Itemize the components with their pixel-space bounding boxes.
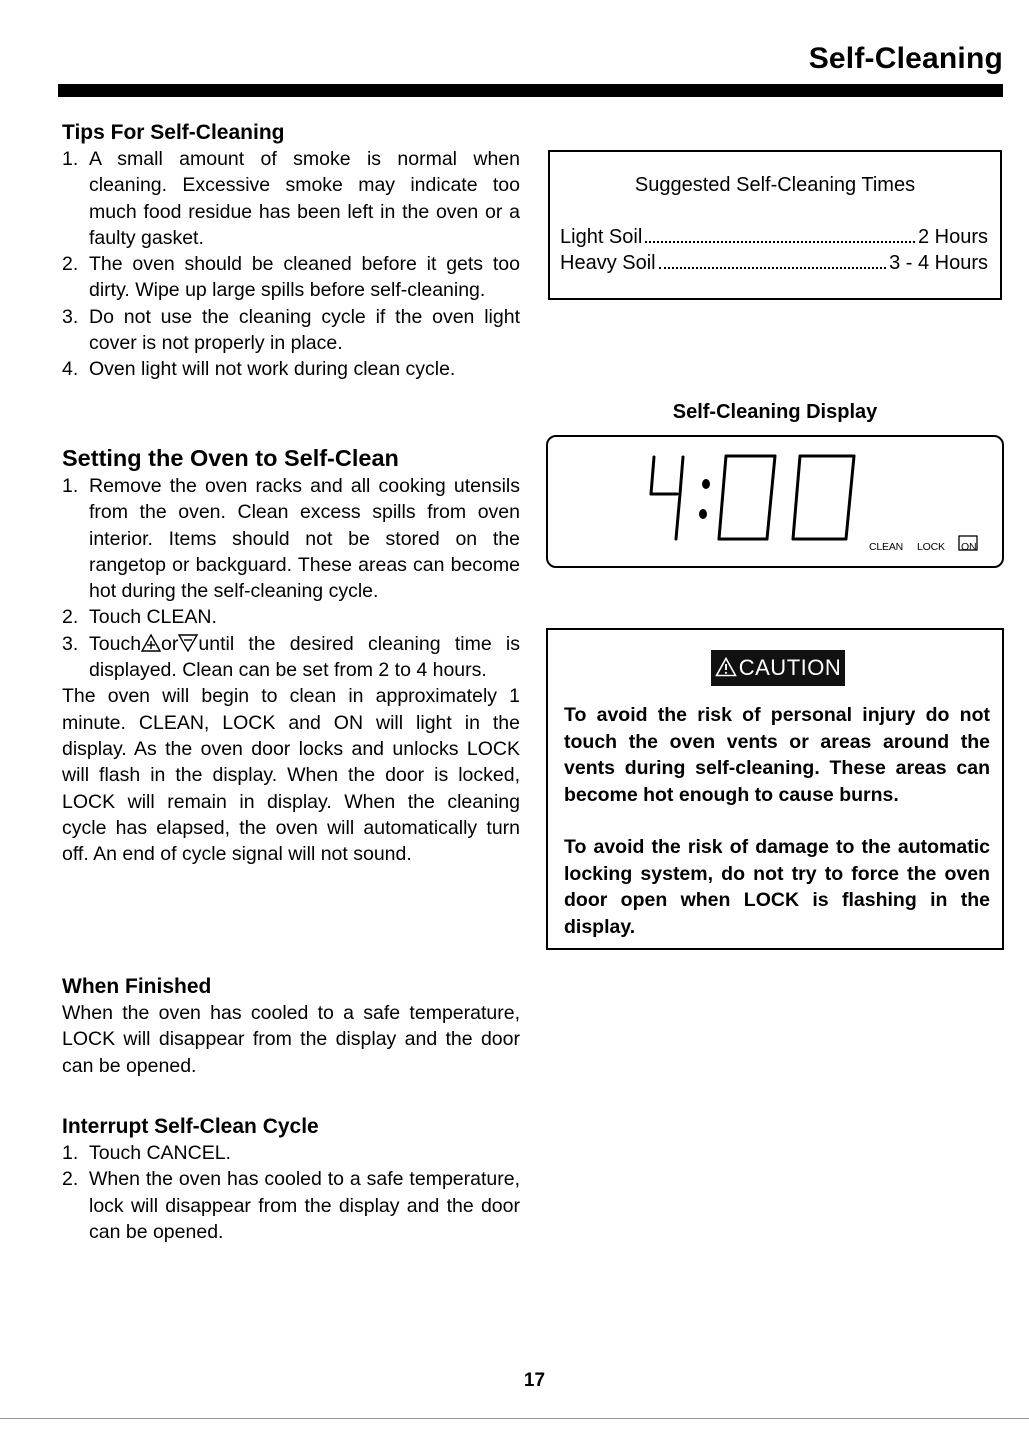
- soil-time: 2 Hours: [917, 226, 988, 248]
- item-text: Remove the oven racks and all cooking utensils from the oven. Clean excess spills from oven interior. Items should not be stored on the rangetop or backguard. These areas can become hot during the self-cleaning cycle.: [89, 475, 520, 603]
- dot-leader: [645, 241, 915, 243]
- interrupt-section: [62, 1114, 520, 1245]
- list-item: [62, 356, 520, 382]
- finished-section: [62, 974, 520, 1079]
- time-row: [560, 252, 988, 275]
- soil-time: 3 - 4 Hours: [889, 252, 988, 274]
- list-item: [62, 1166, 520, 1245]
- tips-section: [62, 120, 520, 383]
- oven-display-panel: [546, 435, 1004, 568]
- item-text: The oven should be cleaned before it gets too dirty. Wipe up large spills before self-cleaning.: [89, 253, 520, 302]
- item-number: 4.: [62, 358, 79, 381]
- item-number: 3.: [62, 305, 79, 328]
- item-text: Touch CANCEL.: [89, 1142, 231, 1164]
- step3-or: or: [161, 632, 179, 655]
- item-number: 3.: [62, 632, 79, 655]
- item-number: 2.: [62, 253, 79, 276]
- caution-text-burns: To avoid the risk of personal injury do not touch the oven vents or areas around the vents during self-cleaning. These areas can become hot enough to cause burns.: [564, 704, 990, 806]
- time-row: [560, 226, 988, 249]
- setting-section: [62, 443, 520, 867]
- item-text: Do not use the cleaning cycle if the oven light cover is not properly in place.: [89, 305, 520, 355]
- interrupt-steps: [62, 1140, 520, 1245]
- footer-rule: [0, 1418, 1029, 1419]
- soil-label: Heavy Soil: [560, 252, 656, 274]
- list-item: [62, 604, 520, 630]
- setting-body: The oven will begin to clean in approximately 1 minute. CLEAN, LOCK and ON will light in the display. As the oven door locks and unlocks LOCK will flash in the display. When the door is locked, LOCK will remain in display. When the cleaning cycle has elapsed, the oven will automatically turn off. An end of cycle signal will not sound.: [62, 685, 520, 866]
- setting-heading: Setting the Oven to Self-Clean: [62, 445, 399, 471]
- digit-four: [651, 457, 683, 539]
- digit-zero: [793, 456, 854, 539]
- caution-text-lock: To avoid the risk of damage to the automatic locking system, do not try to force the oven door open when LOCK is flashing in the display.: [564, 836, 990, 938]
- tips-list: [62, 146, 520, 383]
- warning-triangle-icon: [715, 657, 737, 677]
- item-number: 1.: [62, 148, 79, 170]
- cleaning-times-title: Suggested Self-Cleaning Times: [634, 174, 916, 196]
- item-text: Touch CLEAN.: [89, 606, 217, 629]
- caution-label: CAUTION: [738, 655, 842, 680]
- list-item: [62, 473, 520, 604]
- item-text: Oven light will not work during clean cycle.: [89, 358, 456, 381]
- caution-box: [546, 628, 1004, 950]
- interrupt-heading: Interrupt Self-Clean Cycle: [62, 1115, 319, 1138]
- colon-dot: [702, 479, 710, 489]
- item-number: 2.: [62, 606, 79, 629]
- list-item: [62, 304, 520, 357]
- finished-heading: When Finished: [62, 975, 212, 998]
- soil-label: Light Soil: [560, 226, 643, 248]
- list-item: [62, 146, 520, 251]
- caution-badge: [711, 650, 845, 686]
- item-text: When the oven has cooled to a safe temperature, lock will disappear from the display and the door can be opened.: [89, 1168, 520, 1243]
- dot-leader: [659, 267, 886, 269]
- lock-indicator: LOCK: [917, 541, 945, 553]
- page-title: Self-Cleaning: [808, 42, 1003, 75]
- colon-dot: [699, 509, 707, 519]
- clean-indicator: CLEAN: [869, 541, 904, 553]
- item-number: 2.: [62, 1168, 79, 1191]
- list-item: [62, 631, 520, 684]
- step3-touch: Touch: [89, 632, 142, 655]
- cleaning-times-box: [548, 150, 1002, 300]
- step3-text: until the desired cleaning time is displayed. Clean can be set from 2 to 4 hours.: [89, 632, 520, 682]
- up-arrow-icon: [141, 634, 161, 652]
- display-title: Self-Cleaning Display: [672, 401, 878, 423]
- item-number: 1.: [62, 1142, 79, 1164]
- item-number: 1.: [62, 475, 79, 497]
- item-text: A small amount of smoke is normal when cleaning. Excessive smoke may indicate too much food residue has been left in the oven or a faulty gasket.: [89, 148, 520, 249]
- header-rule: [58, 84, 1003, 97]
- finished-body: When the oven has cooled to a safe temperature, LOCK will disappear from the display and the door can be opened.: [62, 1002, 520, 1077]
- list-item: [62, 251, 520, 304]
- page-number: 17: [523, 1370, 546, 1391]
- setting-steps: [62, 473, 520, 683]
- on-indicator: ON: [961, 541, 977, 553]
- down-arrow-icon: [178, 634, 198, 652]
- list-item: [62, 1140, 520, 1166]
- tips-heading: Tips For Self-Cleaning: [62, 121, 285, 144]
- digit-zero: [719, 456, 775, 539]
